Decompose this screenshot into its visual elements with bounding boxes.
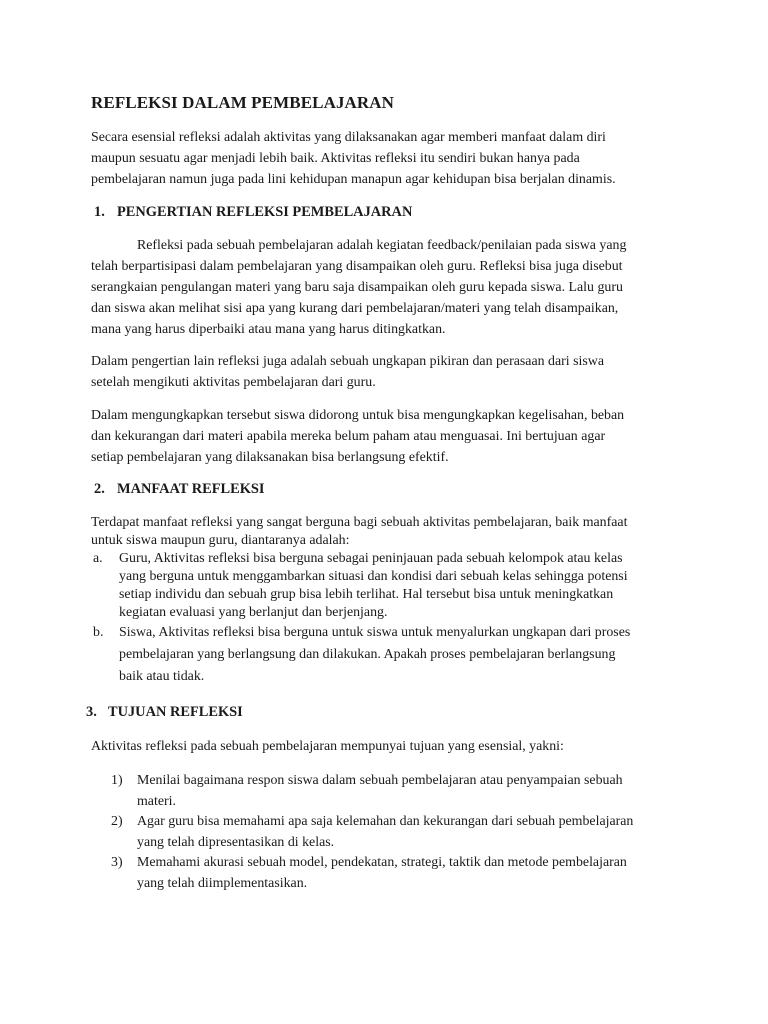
list-marker: 3) [111,855,123,870]
list-marker: b. [93,625,104,640]
paragraph-line: mana yang harus diperbaiki atau mana yang harus ditingkatkan. [91,322,446,337]
section-3-title: TUJUAN REFLEKSI [108,704,243,720]
paragraph-line: dan kekurangan dari materi apabila mereka belum paham atau menguasai. Ini bertujuan agar [91,429,606,444]
intro-line: Secara esensial refleksi adalah aktivitas yang dilaksanakan agar memberi manfaat dalam diri [91,130,606,145]
section-3-intro [91,736,691,757]
list-item-line: kegiatan evaluasi yang berlanjut dan berjenjang. [119,605,388,620]
list-marker: a. [93,551,103,566]
section-1-paragraph-1 [91,235,691,340]
section-3-heading [86,704,243,721]
paragraph-line: setiap pembelajaran yang dilaksanakan bisa berlangsung efektif. [91,450,449,465]
list-item-line: Menilai bagaimana respon siswa dalam sebuah pembelajaran atau penyampaian sebuah [137,773,623,788]
list-marker: 2) [111,814,123,829]
paragraph-line: Aktivitas refleksi pada sebuah pembelajaran mempunyai tujuan yang esensial, yakni: [91,739,564,754]
paragraph-line: Refleksi pada sebuah pembelajaran adalah kegiatan feedback/penilaian pada siswa yang [137,238,627,253]
paragraph-line: setelah mengikuti aktivitas pembelajaran dari guru. [91,375,376,390]
list-item-line: pembelajaran yang berlangsung dan dilakukan. Apakah proses pembelajaran berlangsung [119,647,616,662]
list-item-line: materi. [137,794,176,809]
paragraph-line: serangkaian pengulangan materi yang baru saja disampaikan oleh guru kepada siswa. Lalu guru [91,280,623,295]
list-item-line: setiap individu dan sebuah grup bisa lebih terlihat. Hal tersebut bisa untuk meningkatkan [119,587,614,602]
paragraph-line: telah berpartisipasi dalam pembelajaran yang disampaikan oleh guru. Refleksi bisa juga disebut [91,259,623,274]
list-item-line: yang telah dipresentasikan di kelas. [137,835,335,850]
list-item-line: Guru, Aktivitas refleksi bisa berguna sebagai peninjauan pada sebuah kelompok atau kelas [119,551,623,566]
section-3-number: 3. [86,704,97,720]
section-1-paragraph-2 [91,351,691,393]
section-1-number: 1. [94,204,105,220]
paragraph-line: untuk siswa maupun guru, diantaranya adalah: [91,533,350,548]
list-item-line: Memahami akurasi sebuah model, pendekatan, strategi, taktik dan metode pembelajaran [137,855,627,870]
document-title: REFLEKSI DALAM PEMBELAJARAN [91,93,395,112]
section-1-heading [94,204,412,221]
list-marker: 1) [111,773,123,788]
section-2-number: 2. [94,481,105,497]
list-item-line: Agar guru bisa memahami apa saja kelemahan dan kekurangan dari sebuah pembelajaran [137,814,634,829]
section-2-title: MANFAAT REFLEKSI [117,481,265,497]
list-item-line: yang telah diimplementasikan. [137,876,308,891]
paragraph-line: dan siswa akan melihat sisi apa yang kurang dari pembelajaran/materi yang telah disampaikan, [91,301,619,316]
list-item-line: yang berguna untuk menggambarkan situasi dan kondisi dari sebuah kelas sehingga potensi [119,569,628,584]
paragraph-line: Terdapat manfaat refleksi yang sangat berguna bagi sebuah aktivitas pembelajaran, baik manfaat [91,515,628,530]
paragraph-line: Dalam pengertian lain refleksi juga adalah sebuah ungkapan pikiran dan perasaan dari siswa [91,354,604,369]
paragraph-line: Dalam mengungkapkan tersebut siswa didorong untuk bisa mengungkapkan kegelisahan, beban [91,408,625,423]
intro-line: pembelajaran namun juga pada lini kehidupan manapun agar kehidupan bisa berjalan dinamis. [91,172,616,187]
section-2-heading [94,481,265,498]
section-2-intro [91,514,691,550]
list-item-line: baik atau tidak. [119,669,205,684]
section-1-title: PENGERTIAN REFLEKSI PEMBELAJARAN [117,204,413,220]
list-item-line: Siswa, Aktivitas refleksi bisa berguna untuk siswa untuk menyalurkan ungkapan dari proses [119,625,631,640]
intro-line: maupun sesuatu agar menjadi lebih baik. Aktivitas refleksi itu sendiri bukan hanya pada [91,151,580,166]
section-1-paragraph-3 [91,405,691,468]
intro-paragraph [91,127,691,190]
